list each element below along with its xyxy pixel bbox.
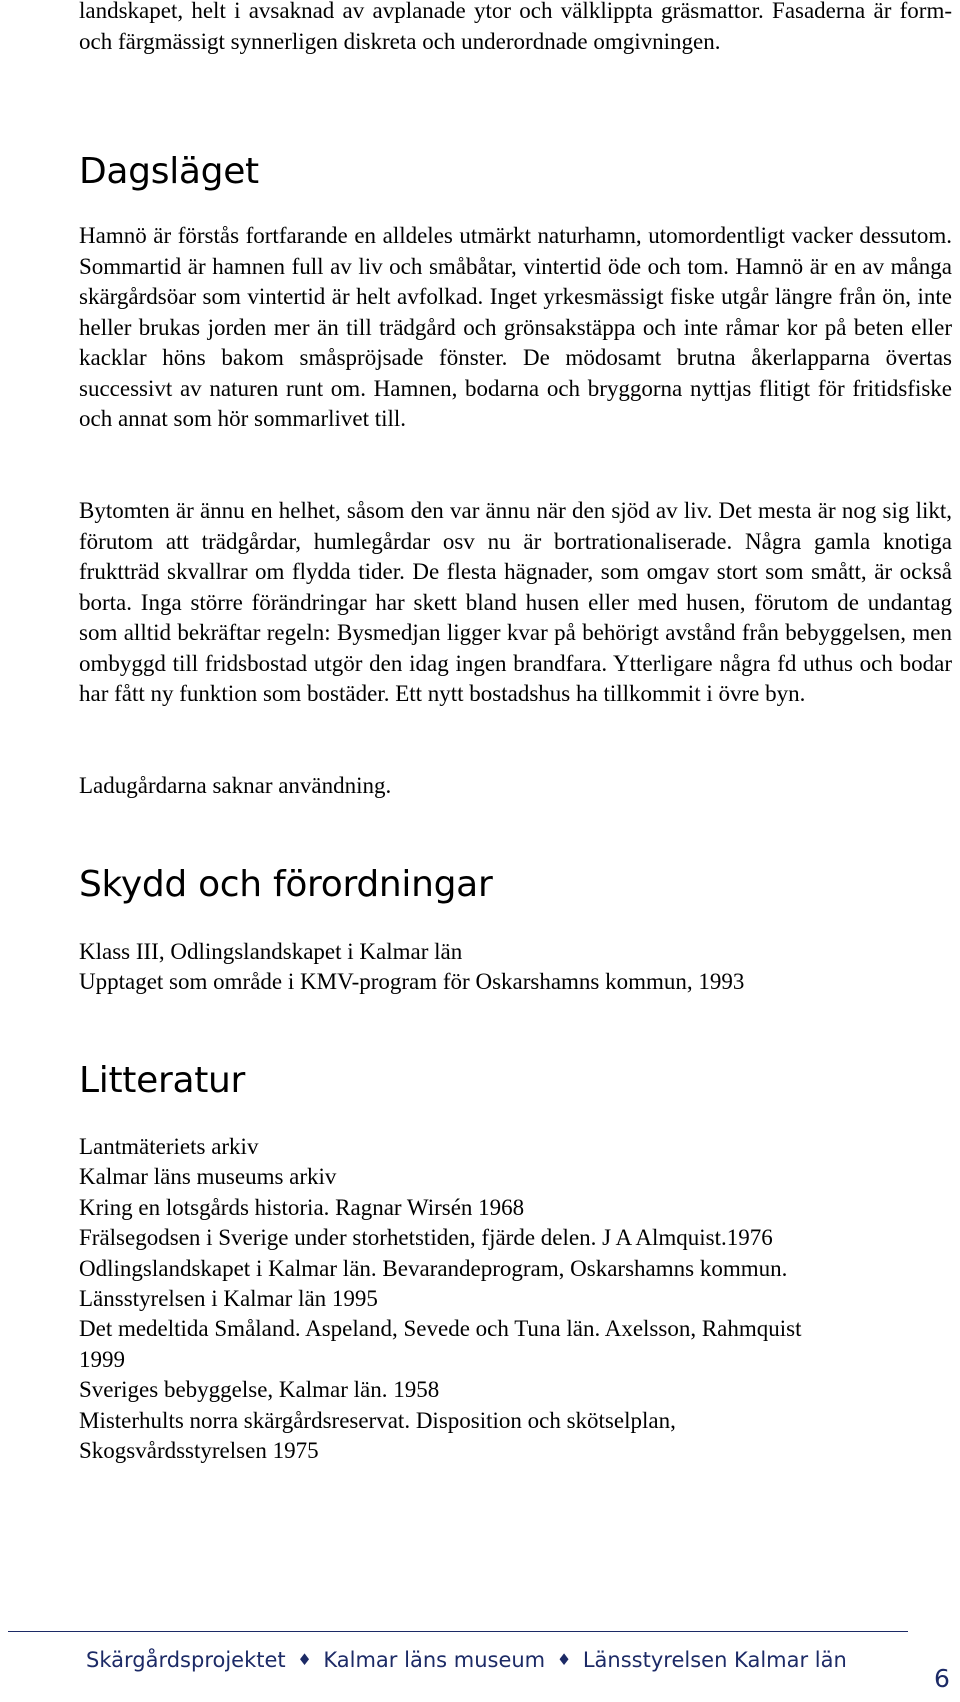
litteratur-item: Frälsegodsen i Sverige under storhetstiden, fjärde delen. J A Almquist.1976 (79, 1225, 773, 1251)
dagslaget-paragraph-1: Hamnö är förstås fortfarande en alldeles utmärkt naturhamn, utomordentligt vacker dessutom. Sommartid är hamnen full av liv och småbåtar, vintertid öde och tom. Hamnö är en av många skärgårdsöar som vintertid är helt avfolkad. Inget yrkesmässigt fiske utgår längre från ön, inte heller brukas jorden mer än till trädgård och grönsakstäppa och inte råmar kor på beten eller kacklar höns bakom småspröjsade fönster. De mödosamt brutna åkerlapparna övertas successivt av naturen runt om. Hamnen, bodarna och bryggorna nyttjas flitigt för fritidsfiske och annat som hör sommarlivet till. (79, 223, 952, 431)
litteratur-list (79, 1132, 952, 1466)
litteratur-item: Länsstyrelsen i Kalmar län 1995 (79, 1286, 378, 1312)
litteratur-item: Odlingslandskapet i Kalmar län. Bevarandeprogram, Oskarshamns kommun. (79, 1255, 788, 1281)
diamond-separator-icon: ♦ (556, 1650, 572, 1669)
litteratur-item: Det medeltida Småland. Aspeland, Sevede och Tuna län. Axelsson, Rahmquist (79, 1316, 802, 1342)
heading-skydd: Skydd och förordningar (79, 864, 493, 905)
skydd-line: Upptaget som område i KMV-program för Oskarshamns kommun, 1993 (79, 969, 745, 995)
litteratur-item: Kring en lotsgårds historia. Ragnar Wirsén 1968 (79, 1194, 525, 1220)
footer-county-board: Länsstyrelsen Kalmar län (582, 1648, 847, 1672)
intro-paragraph: landskapet, helt i avsaknad av avplanade ytor och välklippta gräsmattor. Fasaderna är form- och färgmässigt synnerligen diskreta och underordnade omgivningen. (79, 0, 952, 54)
litteratur-item: Lantmäteriets arkiv (79, 1134, 259, 1159)
heading-dagslaget: Dagsläget (79, 151, 259, 192)
dagslaget-paragraph-2: Bytomten är ännu en helhet, såsom den var ännu när den sjöd av liv. Det mesta är nog sig likt, förutom att trädgårdar, humlegårdar osv nu är bortrationaliserade. Några gamla knotiga fruktträd skvallrar om flydda tider. De flesta hägnader, som omgav stort som smått, är också borta. Inga större förändringar har skett bland husen eller med husen, förutom de undantag som alltid bekräftar regeln: Bysmedjan ligger kvar på behörigt avstånd från bebyggelsen, men ombyggd till fridsbostad utgör den idag ingen brandfara. Ytterligare några fd uthus och bodar har fått ny funktion som bostäder. Ett nytt bostadshus ha tillkommit i övre byn. (79, 498, 952, 706)
page-number: 6 (934, 1664, 950, 1693)
dagslaget-paragraph-3: Ladugårdarna saknar användning. (79, 773, 392, 798)
heading-litteratur: Litteratur (79, 1060, 246, 1101)
litteratur-item: Skogsvårdsstyrelsen 1975 (79, 1438, 319, 1464)
litteratur-item: Kalmar läns museums arkiv (79, 1164, 337, 1190)
skydd-list (79, 937, 952, 998)
footer (86, 1646, 847, 1676)
litteratur-item: 1999 (79, 1346, 125, 1372)
diamond-separator-icon: ♦ (297, 1650, 312, 1669)
footer-divider (8, 1631, 908, 1632)
litteratur-item: Sveriges bebyggelse, Kalmar län. 1958 (79, 1377, 440, 1403)
skydd-line: Klass III, Odlingslandskapet i Kalmar län (79, 939, 463, 964)
footer-museum: Kalmar läns museum (323, 1648, 546, 1672)
footer-project: Skärgårdsprojektet (86, 1648, 286, 1672)
litteratur-item: Misterhults norra skärgårdsreservat. Disposition och skötselplan, (79, 1407, 676, 1433)
